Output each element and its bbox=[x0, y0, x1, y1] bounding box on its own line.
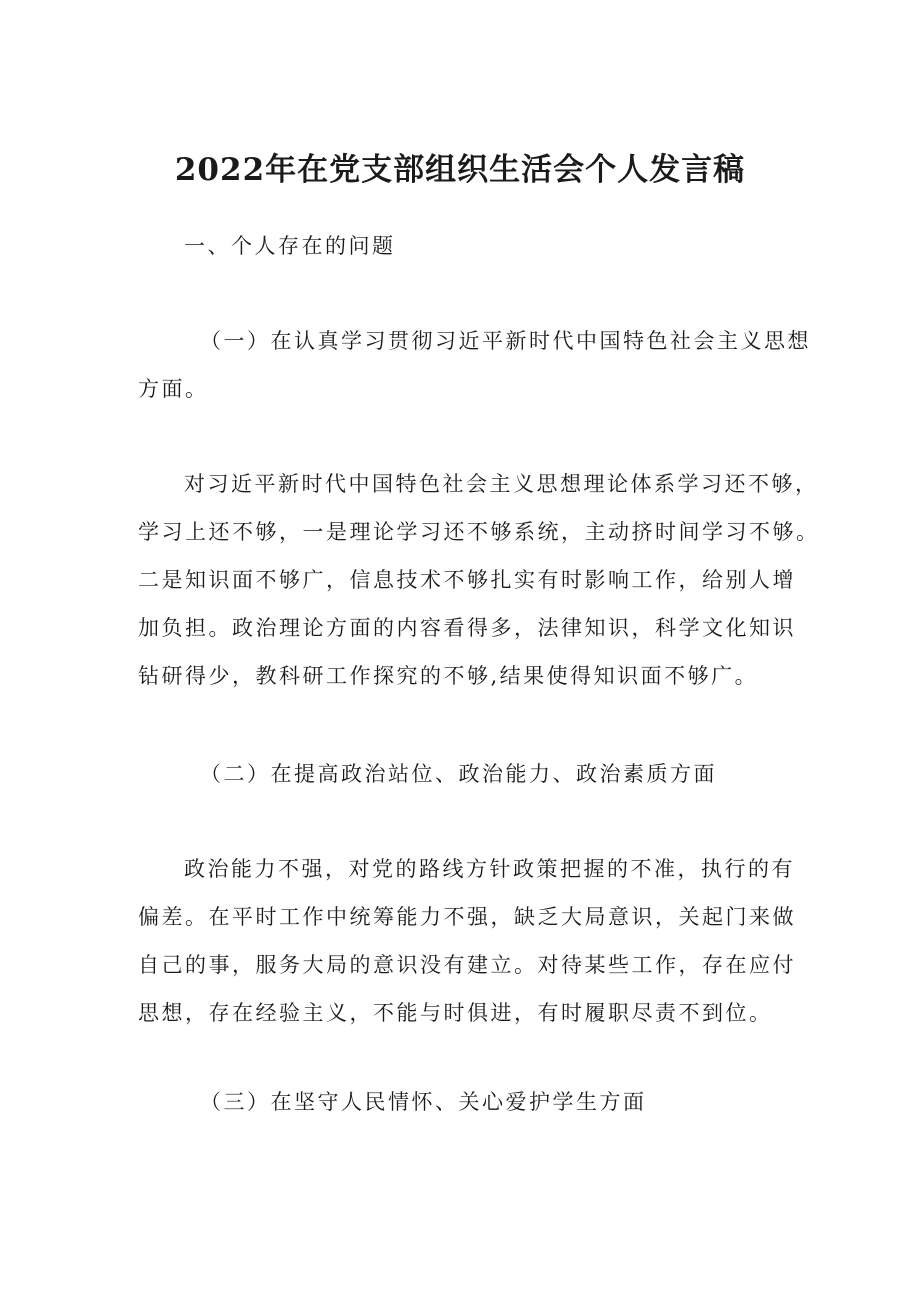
body-line: 学习上还不够，一是理论学习还不够系统，主动挤时间学习不够。 bbox=[138, 520, 820, 544]
subsection-2-body bbox=[138, 845, 810, 1037]
body-line: 思想，存在经验主义，不能与时俱进，有时履职尽责不到位。 bbox=[138, 1001, 773, 1025]
subsection-1-body bbox=[138, 460, 820, 700]
body-line: 偏差。在平时工作中统筹能力不强，缺乏大局意识，关起门来做 bbox=[138, 905, 796, 929]
body-line: 钻研得少，教科研工作探究的不够,结果使得知识面不够广。 bbox=[138, 664, 759, 688]
body-line: 自己的事，服务大局的意识没有建立。对待某些工作，存在应付 bbox=[138, 953, 796, 977]
body-line: 加负担。政治理论方面的内容看得多，法律知识，科学文化知识 bbox=[138, 616, 796, 640]
body-line: 二是知识面不够广，信息技术不够扎实有时影响工作，给别人增 bbox=[138, 568, 796, 592]
subsection-2-heading: （二）在提高政治站位、政治能力、政治素质方面 bbox=[200, 762, 717, 786]
body-line: 对习近平新时代中国特色社会主义思想理论体系学习还不够， bbox=[184, 472, 819, 496]
body-line: 政治能力不强，对党的路线方针政策把握的不准，执行的有 bbox=[184, 857, 795, 881]
subsection-3-heading: （三）在坚守人民情怀、关心爱护学生方面 bbox=[200, 1090, 647, 1114]
subsection-1-heading-line2: 方面。 bbox=[138, 377, 209, 401]
subsection-1-heading-line1: （一）在认真学习贯彻习近平新时代中国特色社会主义思想 bbox=[200, 329, 811, 353]
subsection-1-heading bbox=[138, 317, 810, 413]
document-title: 2022年在党支部组织生活会个人发言稿 bbox=[174, 152, 746, 188]
section-heading-problems: 一、个人存在的问题 bbox=[184, 234, 396, 258]
